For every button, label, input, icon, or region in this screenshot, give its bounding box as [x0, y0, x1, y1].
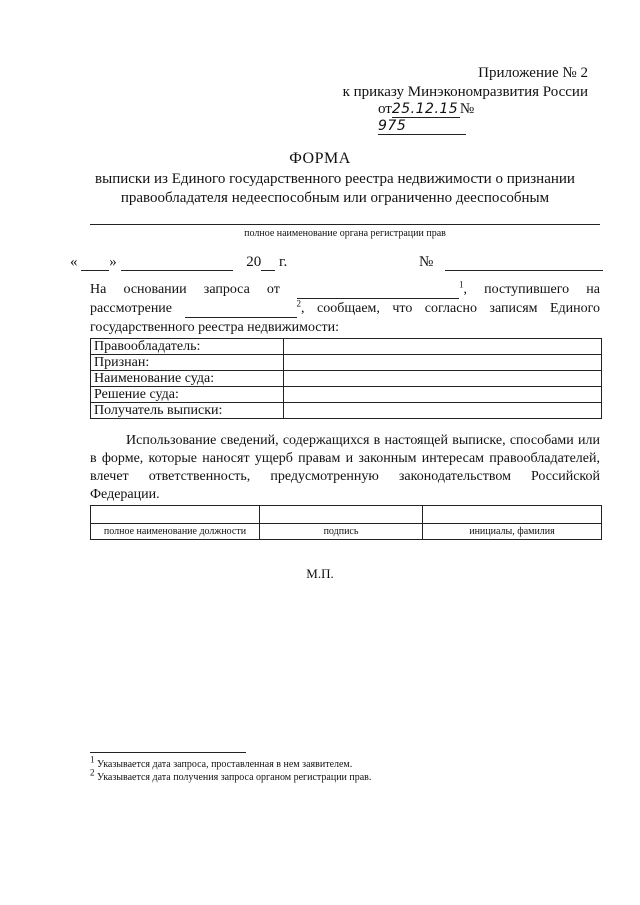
footnote-text: Указывается дата запроса, проставленная в нем заявителем.: [97, 759, 353, 770]
row-label: Правообладатель:: [91, 339, 284, 355]
row-label: Решение суда:: [91, 387, 284, 403]
number-prefix: №: [459, 101, 475, 117]
date-number-row: [70, 254, 610, 274]
appendix-order: к приказу Минэкономразвития России: [342, 84, 588, 100]
appendix-date-line: [378, 101, 558, 134]
row-value: [284, 339, 602, 355]
number-sign: №: [418, 254, 434, 270]
year-suffix: г.: [279, 254, 288, 270]
footnote-ref-1: 1: [459, 279, 464, 290]
row-label: Признан:: [91, 355, 284, 371]
open-quote: «: [70, 254, 78, 270]
handwritten-date: 25.12.15: [391, 101, 459, 117]
row-value: [284, 355, 602, 371]
table-row: [91, 371, 602, 387]
footnote-number: 1: [90, 754, 95, 765]
table-row: [91, 355, 602, 371]
row-value: [284, 387, 602, 403]
usage-paragraph: [90, 432, 600, 504]
name-caption: инициалы, фамилия: [423, 524, 602, 540]
name-cell: [423, 506, 602, 524]
footnote-separator: [90, 752, 246, 753]
row-label: Наименование суда:: [91, 371, 284, 387]
form-title: ФОРМА: [289, 150, 351, 167]
table-row: [91, 387, 602, 403]
signature-table: [90, 505, 602, 540]
signature-cell: [260, 506, 423, 524]
table-row: [91, 403, 602, 419]
table-row: [91, 339, 602, 355]
year-prefix: 20: [246, 254, 262, 270]
row-value: [284, 403, 602, 419]
row-label: Получатель выписки:: [91, 403, 284, 419]
usage-text: Использование сведений, содержащихся в настоящей выписке, способами или в форме, которые наносят ущерб правам и законным интересам правообладателей, влечет ответственность, предусмотренную законодательством Российской Федерации.: [90, 433, 600, 502]
position-caption: полное наименование должности: [91, 524, 260, 540]
footnote-2: [90, 767, 610, 784]
month-field: [121, 254, 233, 271]
footnote-1: [90, 754, 610, 771]
registration-authority-line: [90, 224, 600, 225]
table-row: [91, 524, 602, 540]
date-prefix: от: [378, 101, 392, 117]
close-quote: »: [109, 254, 117, 270]
day-field: [81, 254, 109, 271]
receipt-date-field: [185, 303, 297, 318]
appendix-title: Приложение № 2: [478, 65, 588, 81]
row-value: [284, 371, 602, 387]
footnote-ref-2: 2: [296, 298, 302, 309]
table-row: [91, 506, 602, 524]
handwritten-number: 975: [378, 118, 466, 135]
registration-authority-caption: полное наименование органа регистрации прав: [244, 228, 446, 239]
footnote-text: Указывается дата получения запроса органом регистрации прав.: [97, 772, 372, 783]
number-field: [445, 254, 603, 271]
basis-text-2: , поступившего на рассмотрение: [90, 282, 600, 316]
form-subtitle: выписки из Единого государственного реестра недвижимости о признании правообладателя недееспособным или ограниченно дееспособным: [95, 171, 575, 206]
request-date-field: [297, 284, 459, 299]
info-table: [90, 338, 602, 419]
position-cell: [91, 506, 260, 524]
year-field: [261, 254, 275, 271]
signature-caption: подпись: [260, 524, 423, 540]
footnote-number: 2: [90, 767, 95, 778]
stamp-place: М.П.: [306, 566, 334, 581]
basis-paragraph: [90, 280, 600, 337]
basis-text-3: , сообщаем, что согласно записям Единого государственного реестра недвижимости:: [90, 301, 601, 335]
basis-text-1: На основании запроса от: [90, 282, 280, 297]
